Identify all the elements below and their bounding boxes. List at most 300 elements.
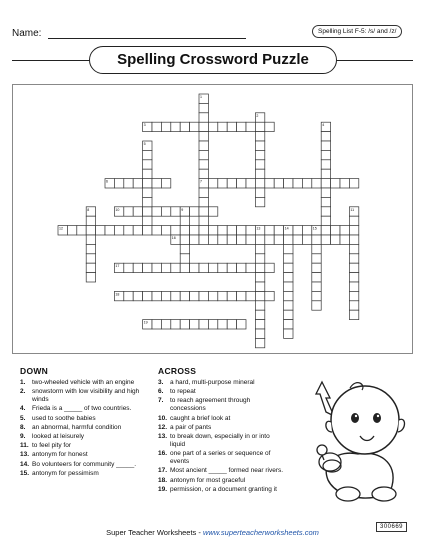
grid-clue-number: 8 — [87, 207, 90, 212]
grid-cell[interactable] — [124, 291, 133, 300]
grid-clue-number: 16 — [171, 236, 176, 240]
down-clue — [20, 388, 148, 404]
clue-text: Frieda is a _____ of two countries. — [32, 405, 132, 413]
grid-cell[interactable] — [124, 226, 133, 235]
clue-text: two-wheeled vehicle with an engine — [32, 379, 135, 386]
grid-cell[interactable] — [152, 122, 161, 131]
grid-clue-number: 13 — [256, 226, 261, 231]
grid-cell[interactable] — [255, 141, 264, 150]
across-clue — [158, 388, 284, 396]
grid-clue-number: 3 — [143, 123, 146, 128]
clue-text: a pair of pants — [170, 423, 212, 431]
grid-clue-number: 9 — [181, 207, 184, 212]
down-clue — [20, 424, 148, 432]
baby-mascot-illustration — [300, 370, 415, 510]
down-clue — [20, 415, 148, 423]
grid-cell[interactable] — [284, 179, 293, 188]
grid-cell[interactable] — [105, 226, 114, 235]
grid-cell[interactable] — [199, 291, 208, 300]
grid-cell[interactable] — [143, 226, 152, 235]
grid-cell[interactable] — [152, 179, 161, 188]
grid-cell[interactable] — [255, 235, 264, 244]
grid-cell[interactable] — [274, 235, 283, 244]
grid-cell[interactable] — [199, 207, 208, 216]
grid-cell[interactable] — [237, 226, 246, 235]
grid-cell[interactable] — [124, 179, 133, 188]
grid-cell[interactable] — [255, 338, 264, 347]
grid-cell[interactable] — [255, 122, 264, 131]
grid-cell[interactable] — [152, 263, 161, 272]
grid-clue-number: 12 — [59, 226, 63, 231]
clue-number: 9. — [20, 432, 26, 440]
grid-cell[interactable] — [349, 282, 358, 291]
grid-cell[interactable] — [349, 235, 358, 244]
grid-cell[interactable] — [227, 235, 236, 244]
grid-cell[interactable] — [284, 263, 293, 272]
grid-cell[interactable] — [246, 235, 255, 244]
grid-cell[interactable] — [171, 207, 180, 216]
clue-number: 5. — [20, 414, 26, 422]
grid-cell[interactable] — [265, 179, 274, 188]
grid-cell[interactable] — [349, 291, 358, 300]
clue-number: 16. — [158, 450, 168, 458]
worksheet-code: 300669 — [376, 522, 407, 532]
grid-cell[interactable] — [124, 263, 133, 272]
grid-cell[interactable] — [255, 310, 264, 319]
grid-cell[interactable] — [321, 188, 330, 197]
clue-number: 7. — [158, 397, 164, 405]
grid-cell[interactable] — [227, 320, 236, 329]
grid-cell[interactable] — [237, 122, 246, 131]
grid-cell[interactable] — [349, 310, 358, 319]
grid-clue-number: 14 — [284, 226, 289, 231]
down-clues — [20, 367, 148, 479]
clue-text: Bo volunteers for community _____. — [32, 460, 137, 468]
grid-cell[interactable] — [349, 301, 358, 310]
grid-cell[interactable] — [340, 235, 349, 244]
grid-cell[interactable] — [152, 226, 161, 235]
grid-cell[interactable] — [208, 263, 217, 272]
grid-clue-number: 4 — [322, 123, 325, 128]
grid-cell[interactable] — [218, 320, 227, 329]
grid-cell[interactable] — [114, 226, 123, 235]
grid-cell[interactable] — [199, 226, 208, 235]
grid-cell[interactable] — [321, 179, 330, 188]
page-title: Spelling Crossword Puzzle — [89, 46, 337, 74]
grid-cell[interactable] — [199, 263, 208, 272]
clue-text: antonym for pessimism — [32, 469, 99, 477]
grid-cell[interactable] — [208, 320, 217, 329]
grid-clue-number: 5 — [143, 142, 146, 146]
grid-cell[interactable] — [143, 197, 152, 206]
grid-cell[interactable] — [312, 263, 321, 272]
down-clue — [20, 451, 148, 459]
grid-cell[interactable] — [180, 226, 189, 235]
grid-cell[interactable] — [143, 160, 152, 169]
grid-cell[interactable] — [86, 273, 95, 282]
grid-cell[interactable] — [312, 273, 321, 282]
down-clue — [20, 405, 148, 413]
down-clue — [20, 442, 148, 450]
grid-cell[interactable] — [349, 273, 358, 282]
grid-cell[interactable] — [246, 226, 255, 235]
grid-cell[interactable] — [284, 301, 293, 310]
clue-text: antonym for honest — [32, 451, 88, 459]
clue-number: 1. — [20, 379, 26, 386]
grid-cell[interactable] — [293, 226, 302, 235]
grid-cell[interactable] — [265, 122, 274, 131]
arrow-icon — [316, 382, 334, 416]
clue-number: 11. — [20, 442, 29, 450]
grid-cell[interactable] — [190, 226, 199, 235]
grid-cell[interactable] — [218, 179, 227, 188]
across-clue — [158, 424, 284, 432]
grid-cell[interactable] — [312, 235, 321, 244]
grid-cell[interactable] — [255, 160, 264, 169]
grid-cell[interactable] — [227, 122, 236, 131]
clue-number: 10. — [158, 414, 168, 422]
grid-cell[interactable] — [190, 263, 199, 272]
grid-cell[interactable] — [133, 179, 142, 188]
grid-cell[interactable] — [246, 291, 255, 300]
clue-text: to feel pity for — [32, 442, 72, 450]
grid-cell[interactable] — [312, 301, 321, 310]
grid-cell[interactable] — [133, 207, 142, 216]
grid-cell[interactable] — [284, 310, 293, 319]
grid-cell[interactable] — [199, 235, 208, 244]
grid-cell[interactable] — [246, 179, 255, 188]
grid-cell[interactable] — [293, 235, 302, 244]
grid-cell[interactable] — [255, 197, 264, 206]
grid-cell[interactable] — [237, 179, 246, 188]
grid-cell[interactable] — [171, 263, 180, 272]
grid-cell[interactable] — [321, 216, 330, 225]
grid-cell[interactable] — [208, 235, 217, 244]
grid-cell[interactable] — [180, 291, 189, 300]
grid-clue-number: 2 — [256, 113, 259, 118]
clue-number: 13. — [158, 432, 168, 440]
grid-cell[interactable] — [255, 301, 264, 310]
grid-clue-number: 19 — [143, 320, 148, 325]
grid-cell[interactable] — [227, 291, 236, 300]
grid-cell[interactable] — [161, 320, 170, 329]
clue-text: one part of a series or sequence of events — [170, 450, 271, 466]
grid-cell[interactable] — [77, 226, 86, 235]
grid-cell[interactable] — [255, 273, 264, 282]
down-clue — [20, 470, 148, 478]
grid-cell[interactable] — [284, 254, 293, 263]
footer — [0, 528, 425, 537]
grid-cell[interactable] — [255, 263, 264, 272]
grid-cell[interactable] — [171, 291, 180, 300]
grid-cell[interactable] — [190, 235, 199, 244]
grid-cell[interactable] — [199, 188, 208, 197]
grid-cell[interactable] — [86, 244, 95, 253]
grid-cell[interactable] — [114, 179, 123, 188]
across-clue — [158, 486, 284, 494]
grid-cell[interactable] — [190, 207, 199, 216]
grid-cell[interactable] — [312, 291, 321, 300]
grid-cell[interactable] — [255, 329, 264, 338]
clue-text: a hard, multi-purpose mineral — [170, 379, 255, 386]
grid-cell[interactable] — [284, 235, 293, 244]
grid-cell[interactable] — [255, 132, 264, 141]
grid-cell[interactable] — [255, 169, 264, 178]
grid-cell[interactable] — [86, 216, 95, 225]
name-label: Name: — [12, 28, 42, 39]
grid-cell[interactable] — [67, 226, 76, 235]
grid-cell[interactable] — [255, 244, 264, 253]
across-clue — [158, 450, 284, 466]
grid-cell[interactable] — [321, 132, 330, 141]
grid-clue-number: 18 — [115, 292, 120, 297]
grid-cell[interactable] — [255, 282, 264, 291]
grid-cell[interactable] — [321, 207, 330, 216]
grid-cell[interactable] — [255, 291, 264, 300]
grid-cell[interactable] — [180, 244, 189, 253]
across-clue — [158, 415, 284, 423]
grid-clue-number: 7 — [200, 179, 202, 184]
grid-cell[interactable] — [208, 207, 217, 216]
grid-cell[interactable] — [321, 169, 330, 178]
grid-cell[interactable] — [190, 320, 199, 329]
grid-cell[interactable] — [218, 226, 227, 235]
grid-cell[interactable] — [152, 207, 161, 216]
grid-cell[interactable] — [237, 320, 246, 329]
grid-cell[interactable] — [255, 150, 264, 159]
clue-number: 17. — [158, 467, 168, 475]
grid-cell[interactable] — [227, 226, 236, 235]
grid-cell[interactable] — [293, 179, 302, 188]
grid-cell[interactable] — [199, 169, 208, 178]
grid-cell[interactable] — [284, 244, 293, 253]
clue-text: used to soothe babies — [32, 414, 96, 422]
grid-cell[interactable] — [143, 179, 152, 188]
footer-url-link[interactable]: www.superteacherworksheets.com — [202, 528, 319, 537]
clue-number: 3. — [158, 379, 164, 386]
clue-text: looked at leisurely — [32, 432, 85, 440]
grid-cell[interactable] — [284, 320, 293, 329]
grid-cell[interactable] — [255, 179, 264, 188]
across-clue — [158, 467, 284, 475]
grid-cell[interactable] — [199, 103, 208, 112]
grid-clue-number: 11 — [350, 207, 355, 212]
grid-cell[interactable] — [340, 226, 349, 235]
grid-cell[interactable] — [321, 235, 330, 244]
grid-cell[interactable] — [143, 150, 152, 159]
clue-number: 4. — [20, 405, 26, 413]
clue-number: 2. — [20, 388, 26, 396]
down-clue — [20, 379, 148, 387]
grid-clue-number: 1 — [200, 95, 202, 99]
clue-text: caught a brief look at — [170, 414, 231, 422]
grid-cell[interactable] — [180, 235, 189, 244]
spelling-list-badge: Spelling List F-5: /s/ and /z/ — [312, 25, 402, 38]
grid-cell[interactable] — [218, 235, 227, 244]
grid-cell[interactable] — [284, 329, 293, 338]
grid-cell[interactable] — [208, 226, 217, 235]
grid-cell[interactable] — [218, 263, 227, 272]
grid-cell[interactable] — [312, 179, 321, 188]
grid-cell[interactable] — [321, 197, 330, 206]
grid-cell[interactable] — [284, 291, 293, 300]
grid-cell[interactable] — [124, 207, 133, 216]
grid-cell[interactable] — [143, 291, 152, 300]
grid-cell[interactable] — [180, 263, 189, 272]
grid-cell[interactable] — [208, 122, 217, 131]
grid-cell[interactable] — [237, 235, 246, 244]
across-clue — [158, 379, 284, 387]
grid-cell[interactable] — [152, 291, 161, 300]
grid-cell[interactable] — [180, 216, 189, 225]
clue-text: an abnormal, harmful condition — [32, 423, 122, 431]
clue-number: 18. — [158, 476, 168, 484]
clue-text: to break down, especially in or into liquid — [170, 432, 270, 448]
clue-number: 14. — [20, 460, 30, 468]
grid-cell[interactable] — [96, 226, 105, 235]
grid-cell[interactable] — [161, 179, 170, 188]
clue-number: 15. — [20, 469, 30, 477]
grid-cell[interactable] — [349, 254, 358, 263]
grid-cell[interactable] — [331, 226, 340, 235]
clue-text: to repeat — [170, 388, 196, 396]
grid-clue-number: 10 — [115, 207, 120, 212]
across-heading: ACROSS — [158, 366, 197, 376]
grid-cell[interactable] — [349, 263, 358, 272]
grid-cell[interactable] — [133, 291, 142, 300]
grid-cell[interactable] — [349, 179, 358, 188]
grid-cell[interactable] — [180, 122, 189, 131]
grid-cell[interactable] — [284, 273, 293, 282]
grid-cell[interactable] — [199, 160, 208, 169]
grid-cell[interactable] — [255, 320, 264, 329]
grid-cell[interactable] — [302, 235, 311, 244]
grid-cell[interactable] — [190, 291, 199, 300]
grid-cell[interactable] — [237, 263, 246, 272]
grid-cell[interactable] — [143, 169, 152, 178]
grid-cell[interactable] — [265, 235, 274, 244]
grid-clue-number: 15 — [312, 226, 317, 231]
grid-cell[interactable] — [312, 244, 321, 253]
grid-cell[interactable] — [143, 207, 152, 216]
grid-cell[interactable] — [349, 226, 358, 235]
grid-cell[interactable] — [284, 282, 293, 291]
clue-number: 13. — [20, 451, 30, 459]
grid-cell[interactable] — [331, 179, 340, 188]
grid-clue-number: 6 — [106, 179, 108, 184]
grid-cell[interactable] — [86, 226, 95, 235]
across-clues — [158, 367, 284, 495]
grid-cell[interactable] — [227, 263, 236, 272]
across-clue — [158, 397, 284, 413]
grid-cell[interactable] — [265, 226, 274, 235]
grid-cell[interactable] — [171, 320, 180, 329]
grid-cell[interactable] — [143, 263, 152, 272]
grid-cell[interactable] — [312, 254, 321, 263]
grid-cell[interactable] — [161, 263, 170, 272]
grid-cell[interactable] — [274, 179, 283, 188]
footer-brand: Super Teacher Worksheets - — [106, 528, 203, 537]
grid-cell[interactable] — [180, 320, 189, 329]
grid-cell[interactable] — [227, 179, 236, 188]
grid-cell[interactable] — [199, 122, 208, 131]
grid-cell[interactable] — [143, 216, 152, 225]
across-clue — [158, 433, 284, 449]
down-clue — [20, 433, 148, 441]
grid-cell[interactable] — [143, 188, 152, 197]
grid-cell[interactable] — [255, 254, 264, 263]
grid-cell[interactable] — [161, 226, 170, 235]
grid-cell[interactable] — [265, 263, 274, 272]
grid-cell[interactable] — [190, 122, 199, 131]
grid-cell[interactable] — [161, 207, 170, 216]
grid-cell[interactable] — [133, 263, 142, 272]
grid-cell[interactable] — [199, 113, 208, 122]
grid-cell[interactable] — [218, 291, 227, 300]
grid-cell[interactable] — [161, 291, 170, 300]
grid-cell[interactable] — [321, 160, 330, 169]
grid-cell[interactable] — [349, 244, 358, 253]
clue-number: 8. — [20, 423, 26, 431]
clue-text: snowstorm with low visibility and high winds — [32, 388, 140, 404]
grid-cell[interactable] — [321, 150, 330, 159]
grid-cell[interactable] — [349, 216, 358, 225]
clue-number: 6. — [158, 388, 164, 396]
grid-cell[interactable] — [246, 263, 255, 272]
grid-cell[interactable] — [302, 179, 311, 188]
grid-cell[interactable] — [321, 226, 330, 235]
grid-cell[interactable] — [152, 320, 161, 329]
clue-text: Most ancient _____ formed near rivers. — [170, 467, 284, 475]
grid-cell[interactable] — [199, 197, 208, 206]
grid-cell[interactable] — [312, 282, 321, 291]
clue-text: antonym for most graceful — [170, 476, 246, 484]
grid-cell[interactable] — [208, 179, 217, 188]
grid-cell[interactable] — [86, 254, 95, 263]
grid-cell[interactable] — [321, 141, 330, 150]
clue-text: permission, or a document granting it — [170, 485, 277, 493]
grid-clue-number: 17 — [115, 264, 120, 269]
grid-cell[interactable] — [255, 188, 264, 197]
grid-cell[interactable] — [161, 122, 170, 131]
grid-cell[interactable] — [340, 179, 349, 188]
clue-text: to reach agreement through concessions — [170, 397, 251, 413]
grid-cell[interactable] — [208, 291, 217, 300]
grid-cell[interactable] — [237, 291, 246, 300]
grid-cell[interactable] — [199, 150, 208, 159]
grid-cell[interactable] — [331, 235, 340, 244]
grid-cell[interactable] — [265, 291, 274, 300]
grid-cell[interactable] — [199, 132, 208, 141]
grid-cell[interactable] — [302, 226, 311, 235]
grid-cell[interactable] — [180, 254, 189, 263]
grid-cell[interactable] — [199, 320, 208, 329]
grid-cell[interactable] — [218, 122, 227, 131]
grid-cell[interactable] — [246, 122, 255, 131]
grid-cell[interactable] — [171, 226, 180, 235]
clue-number: 19. — [158, 485, 168, 493]
grid-cell[interactable] — [199, 216, 208, 225]
down-clue — [20, 461, 148, 469]
grid-cell[interactable] — [199, 141, 208, 150]
grid-cell[interactable] — [86, 235, 95, 244]
grid-cell[interactable] — [274, 226, 283, 235]
grid-cell[interactable] — [133, 226, 142, 235]
clue-number: 12. — [158, 423, 168, 431]
grid-cell[interactable] — [86, 263, 95, 272]
across-clue — [158, 477, 284, 485]
grid-cell[interactable] — [171, 122, 180, 131]
